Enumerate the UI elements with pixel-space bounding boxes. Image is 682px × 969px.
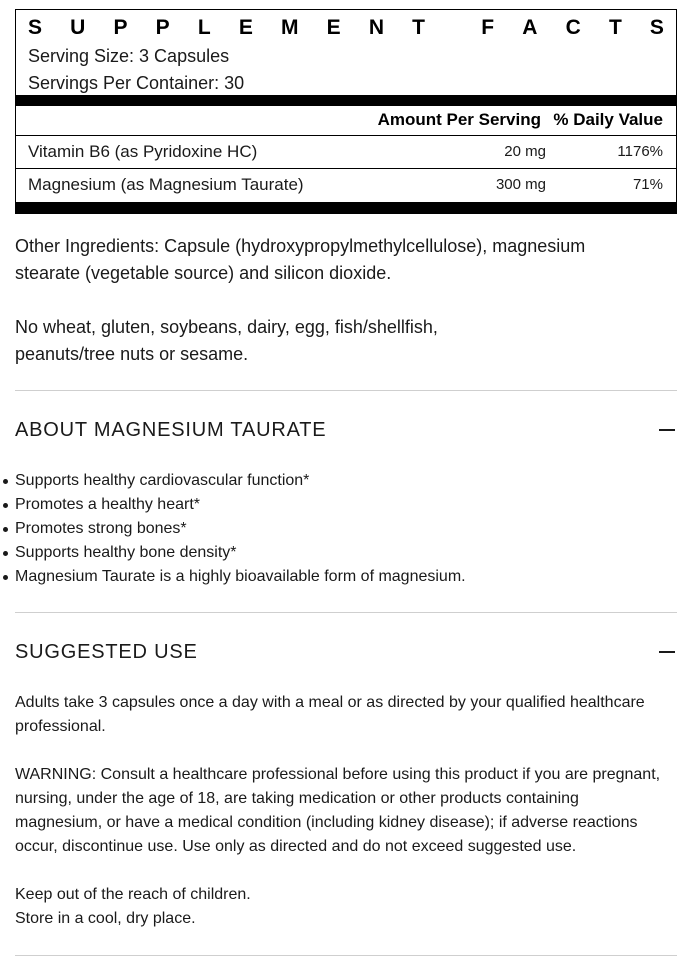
list-item: Promotes a healthy heart* (0, 493, 466, 517)
storage-line: Keep out of the reach of children. (15, 886, 251, 903)
title-letter: S (649, 16, 664, 39)
title-letter: P (113, 16, 128, 39)
nutrient-row (16, 169, 676, 202)
supplement-facts-panel (15, 9, 677, 214)
section-divider (15, 612, 677, 613)
nutrient-daily-value: 71% (632, 176, 663, 193)
about-section-header[interactable]: ABOUT MAGNESIUM TAURATE (15, 419, 327, 441)
title-letter: P (155, 16, 170, 39)
warning-line: occur, discontinue use. Use only as directed and do not exceed suggested use. (15, 838, 577, 855)
directions-text (15, 691, 682, 739)
list-item: Magnesium Taurate is a highly bioavailable form of magnesium. (0, 565, 466, 589)
list-item: Supports healthy bone density* (0, 541, 466, 565)
suggested-use-section-header[interactable]: SUGGESTED USE (15, 641, 198, 663)
nutrient-daily-value: 1176% (617, 143, 663, 160)
title-letter: T (412, 16, 425, 39)
list-item: Promotes strong bones* (0, 517, 466, 541)
title-letter: N (368, 16, 384, 39)
warning-text (15, 763, 682, 859)
directions-line: professional. (15, 718, 106, 735)
nutrient-row (16, 136, 676, 169)
nutrient-amount: 20 mg (504, 143, 546, 160)
other-ingredients-line: stearate (vegetable source) and silicon dioxide. (15, 263, 392, 283)
section-divider (15, 390, 677, 391)
nutrient-name: Magnesium (as Magnesium Taurate) (28, 175, 304, 194)
facts-divider-thick (16, 95, 676, 106)
title-letter: A (522, 16, 538, 39)
title-letter: C (565, 16, 581, 39)
allergen-line: No wheat, gluten, soybeans, dairy, egg, fish/shellfish, (15, 317, 438, 337)
minus-icon[interactable] (659, 651, 675, 653)
title-letter: E (326, 16, 341, 39)
facts-divider-thick (16, 202, 676, 213)
storage-line: Store in a cool, dry place. (15, 910, 196, 927)
title-letter: M (281, 16, 299, 39)
warning-line: magnesium, or have a medical condition (including kidney disease); if adverse reactions (15, 814, 638, 831)
title-letter: L (197, 16, 211, 39)
warning-line: WARNING: Consult a healthcare professional before using this product if you are pregnant, (15, 766, 661, 783)
serving-size: Serving Size: 3 Capsules (28, 46, 230, 66)
title-letter: T (608, 16, 622, 39)
header-amount-per-serving: Amount Per Serving (377, 110, 541, 129)
allergen-line: peanuts/tree nuts or sesame. (15, 344, 249, 364)
directions-line: Adults take 3 capsules once a day with a meal or as directed by your qualified healthcare (15, 694, 645, 711)
facts-header-row (16, 106, 676, 136)
nutrient-amount: 300 mg (495, 176, 546, 193)
section-divider (15, 955, 677, 956)
minus-icon[interactable] (659, 429, 675, 431)
nutrient-name: Vitamin B6 (as Pyridoxine HC) (28, 142, 258, 161)
about-bullet-list (0, 469, 466, 589)
other-ingredients (15, 233, 677, 287)
title-letter: U (70, 16, 86, 39)
header-daily-value: % Daily Value (553, 110, 663, 129)
warning-line: nursing, under the age of 18, are taking medication or other products containing (15, 790, 579, 807)
other-ingredients-line: Other Ingredients: Capsule (hydroxypropylmethylcellulose), magnesium (15, 236, 586, 256)
storage-text (15, 883, 682, 931)
list-item: Supports healthy cardiovascular function* (0, 469, 466, 493)
title-letter: S (28, 16, 43, 39)
allergen-statement (15, 314, 677, 368)
title-letter: E (238, 16, 253, 39)
title-letter: F (481, 16, 495, 39)
supplement-facts-title (28, 16, 664, 40)
servings-per-container: Servings Per Container: 30 (28, 73, 245, 93)
